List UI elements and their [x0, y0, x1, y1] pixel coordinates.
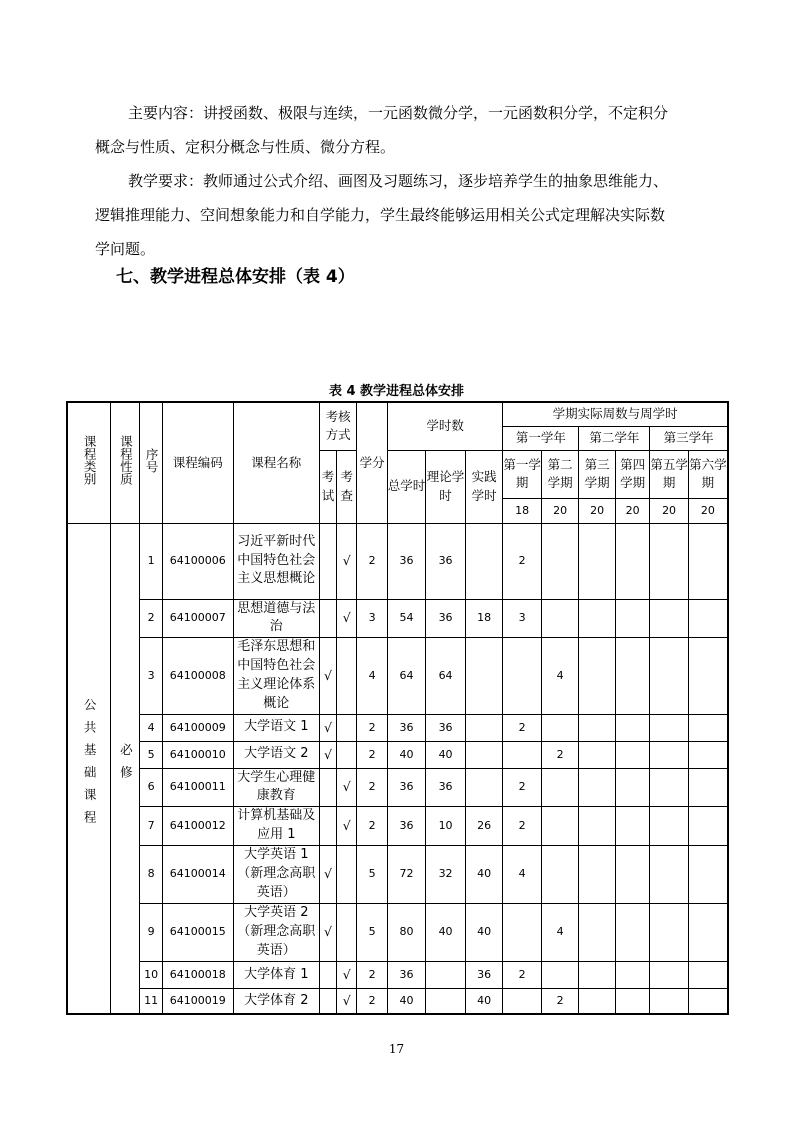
cell-exam	[319, 523, 336, 599]
cell-s5	[650, 638, 689, 714]
cell-s4	[615, 961, 649, 988]
cell-s2: 4	[541, 903, 579, 961]
header-weekly: 学期实际周数与周学时	[503, 402, 728, 426]
cell-credit: 2	[357, 714, 387, 741]
cell-seq: 5	[140, 741, 162, 768]
cell-exam: √	[319, 903, 336, 961]
cell-s4	[615, 807, 649, 846]
cell-s4	[615, 988, 649, 1014]
weeks-sem6: 20	[688, 498, 728, 523]
cell-practice: 36	[465, 961, 503, 988]
cell-check: √	[337, 807, 357, 846]
cell-theory: 40	[426, 903, 466, 961]
header-sem4: 第四学期	[615, 450, 649, 498]
header-sem1: 第一学期	[503, 450, 542, 498]
page-number: 17	[388, 1042, 405, 1056]
table-row	[67, 523, 728, 599]
cell-s6	[688, 714, 728, 741]
header-year2: 第二学年	[579, 426, 650, 450]
cell-s6	[688, 903, 728, 961]
cell-name: 思想道德与法治	[233, 599, 319, 638]
cell-s2: 2	[541, 988, 579, 1014]
cell-total: 40	[387, 988, 426, 1014]
table-row	[67, 638, 728, 714]
cell-s3	[579, 903, 615, 961]
cell-exam	[319, 988, 336, 1014]
table-row	[67, 599, 728, 638]
weeks-sem1: 18	[503, 498, 542, 523]
cell-s3	[579, 988, 615, 1014]
cell-credit: 2	[357, 961, 387, 988]
cell-s5	[650, 807, 689, 846]
table-row	[67, 845, 728, 903]
intro-line: 学问题。	[95, 240, 156, 258]
cell-s4	[615, 845, 649, 903]
cell-name: 大学英语 2（新理念高职英语）	[233, 903, 319, 961]
cell-code: 64100008	[162, 638, 233, 714]
cell-code: 64100014	[162, 845, 233, 903]
cell-total: 36	[387, 714, 426, 741]
cell-s6	[688, 523, 728, 599]
cell-exam: √	[319, 741, 336, 768]
cell-seq: 1	[140, 523, 162, 599]
cell-s3	[579, 638, 615, 714]
cell-s2	[541, 961, 579, 988]
cell-code: 64100007	[162, 599, 233, 638]
cell-practice: 40	[465, 903, 503, 961]
cell-exam	[319, 599, 336, 638]
cell-s4	[615, 903, 649, 961]
cell-credit: 5	[357, 845, 387, 903]
cell-code: 64100019	[162, 988, 233, 1014]
cell-theory: 36	[426, 714, 466, 741]
cell-practice	[465, 523, 503, 599]
cell-total: 80	[387, 903, 426, 961]
cell-practice	[465, 741, 503, 768]
cell-check: √	[337, 768, 357, 807]
header-sem5: 第五学期	[650, 450, 689, 498]
header-code: 课程编码	[162, 402, 233, 523]
cell-practice	[465, 768, 503, 807]
cell-s3	[579, 714, 615, 741]
cell-seq: 10	[140, 961, 162, 988]
cell-practice: 26	[465, 807, 503, 846]
cell-s1	[503, 741, 542, 768]
header-year1: 第一学年	[503, 426, 579, 450]
cell-s3	[579, 768, 615, 807]
cell-s2	[541, 807, 579, 846]
cell-credit: 4	[357, 638, 387, 714]
cell-s3	[579, 599, 615, 638]
cell-total: 36	[387, 523, 426, 599]
header-hours: 学时数	[387, 402, 503, 450]
cell-s4	[615, 638, 649, 714]
cell-check	[337, 714, 357, 741]
cell-theory	[426, 988, 466, 1014]
cell-name: 计算机基础及应用 1	[233, 807, 319, 846]
cell-s2	[541, 523, 579, 599]
cell-practice	[465, 714, 503, 741]
cell-practice	[465, 638, 503, 714]
cell-code: 64100015	[162, 903, 233, 961]
cell-s4	[615, 741, 649, 768]
cell-s6	[688, 961, 728, 988]
cell-s3	[579, 807, 615, 846]
cell-total: 36	[387, 961, 426, 988]
cell-s5	[650, 903, 689, 961]
cell-check: √	[337, 523, 357, 599]
cell-name: 大学英语 1（新理念高职英语）	[233, 845, 319, 903]
cell-code: 64100010	[162, 741, 233, 768]
cell-theory: 40	[426, 741, 466, 768]
cell-check	[337, 903, 357, 961]
cell-credit: 5	[357, 903, 387, 961]
cell-code: 64100011	[162, 768, 233, 807]
header-theory: 理论学时	[426, 450, 466, 523]
cell-s4	[615, 768, 649, 807]
cell-s3	[579, 741, 615, 768]
cell-s4	[615, 599, 649, 638]
cell-theory: 10	[426, 807, 466, 846]
table-row	[67, 961, 728, 988]
cell-s4	[615, 714, 649, 741]
cell-code: 64100018	[162, 961, 233, 988]
cell-s1: 2	[503, 523, 542, 599]
header-year3: 第三学年	[650, 426, 728, 450]
cell-s1: 2	[503, 768, 542, 807]
header-nature: 课程性质	[111, 402, 140, 523]
cell-s6	[688, 768, 728, 807]
cell-exam: √	[319, 714, 336, 741]
cell-s1	[503, 988, 542, 1014]
cell-exam	[319, 961, 336, 988]
cell-exam: √	[319, 845, 336, 903]
cell-name: 毛泽东思想和中国特色社会主义理论体系概论	[233, 638, 319, 714]
cell-total: 40	[387, 741, 426, 768]
cell-s6	[688, 807, 728, 846]
table-row	[67, 807, 728, 846]
cell-credit: 3	[357, 599, 387, 638]
cell-check: √	[337, 961, 357, 988]
cell-check: √	[337, 988, 357, 1014]
header-name: 课程名称	[233, 402, 319, 523]
cell-s5	[650, 599, 689, 638]
cell-s5	[650, 741, 689, 768]
cell-code: 64100012	[162, 807, 233, 846]
cell-credit: 2	[357, 741, 387, 768]
intro-line: 概念与性质、定积分概念与性质、微分方程。	[95, 138, 396, 156]
weeks-sem5: 20	[650, 498, 689, 523]
cell-exam: √	[319, 638, 336, 714]
cell-s5	[650, 988, 689, 1014]
intro-line: 主要内容：讲授函数、极限与连续，一元函数微分学，一元函数积分学，不定积分	[128, 104, 669, 122]
cell-seq: 4	[140, 714, 162, 741]
header-practice: 实践学时	[465, 450, 503, 523]
cell-s1	[503, 638, 542, 714]
header-sem6: 第六学期	[688, 450, 728, 498]
cell-total: 64	[387, 638, 426, 714]
cell-seq: 3	[140, 638, 162, 714]
cell-s5	[650, 845, 689, 903]
cell-s6	[688, 988, 728, 1014]
header-check: 考查	[337, 450, 357, 523]
cell-code: 64100009	[162, 714, 233, 741]
cell-s6	[688, 599, 728, 638]
cell-s1	[503, 903, 542, 961]
cell-credit: 2	[357, 523, 387, 599]
cell-s2	[541, 714, 579, 741]
header-seq: 序号	[140, 402, 162, 523]
cell-seq: 2	[140, 599, 162, 638]
cell-theory: 32	[426, 845, 466, 903]
header-total: 总学时	[387, 450, 426, 523]
cell-practice: 40	[465, 845, 503, 903]
cell-theory: 36	[426, 768, 466, 807]
cell-credit: 2	[357, 988, 387, 1014]
cell-s1: 2	[503, 961, 542, 988]
cell-name: 大学体育 1	[233, 961, 319, 988]
cell-credit: 2	[357, 807, 387, 846]
cell-credit: 2	[357, 768, 387, 807]
cell-check	[337, 845, 357, 903]
table-row	[67, 988, 728, 1014]
weeks-sem2: 20	[541, 498, 579, 523]
cell-s1: 2	[503, 714, 542, 741]
weeks-sem4: 20	[615, 498, 649, 523]
cell-check	[337, 741, 357, 768]
cell-s3	[579, 961, 615, 988]
cell-s3	[579, 845, 615, 903]
header-exam: 考试	[319, 450, 336, 523]
cell-seq: 6	[140, 768, 162, 807]
cell-exam	[319, 807, 336, 846]
cell-s2	[541, 845, 579, 903]
cell-name: 习近平新时代中国特色社会主义思想概论	[233, 523, 319, 599]
cell-name: 大学语文 2	[233, 741, 319, 768]
cell-s5	[650, 523, 689, 599]
cell-name: 大学体育 2	[233, 988, 319, 1014]
cell-s1: 3	[503, 599, 542, 638]
header-credit: 学分	[357, 402, 387, 523]
cell-s1: 2	[503, 807, 542, 846]
cell-seq: 7	[140, 807, 162, 846]
cell-name: 大学生心理健康教育	[233, 768, 319, 807]
cell-theory: 64	[426, 638, 466, 714]
cell-total: 36	[387, 768, 426, 807]
cell-total: 72	[387, 845, 426, 903]
cell-name: 大学语文 1	[233, 714, 319, 741]
cell-theory: 36	[426, 599, 466, 638]
header-sem2: 第二学期	[541, 450, 579, 498]
cell-s2: 4	[541, 638, 579, 714]
cell-seq: 9	[140, 903, 162, 961]
header-assess: 考核方式	[319, 402, 357, 450]
cell-exam	[319, 768, 336, 807]
cell-s6	[688, 638, 728, 714]
cell-code: 64100006	[162, 523, 233, 599]
cell-practice: 40	[465, 988, 503, 1014]
cell-s5	[650, 714, 689, 741]
cell-check: √	[337, 599, 357, 638]
header-sem3: 第三学期	[579, 450, 615, 498]
intro-line: 逻辑推理能力、空间想象能力和自学能力，学生最终能够运用相关公式定理解决实际数	[95, 206, 666, 224]
section-title: 七、教学进程总体安排（表 4）	[116, 267, 355, 287]
cell-s5	[650, 961, 689, 988]
cell-s2: 2	[541, 741, 579, 768]
teaching-schedule-table	[66, 401, 729, 1015]
header-category: 课程类别	[67, 402, 111, 523]
table-row	[67, 768, 728, 807]
cell-s4	[615, 523, 649, 599]
cell-s3	[579, 523, 615, 599]
cell-s6	[688, 845, 728, 903]
table-row	[67, 714, 728, 741]
cell-s6	[688, 741, 728, 768]
weeks-sem3: 20	[579, 498, 615, 523]
cell-s2	[541, 599, 579, 638]
table-row	[67, 741, 728, 768]
table-row	[67, 903, 728, 961]
table-caption: 表 4 教学进程总体安排	[328, 384, 465, 399]
cell-check	[337, 638, 357, 714]
cell-practice: 18	[465, 599, 503, 638]
cell-seq: 11	[140, 988, 162, 1014]
intro-line: 教学要求：教师通过公式介绍、画图及习题练习，逐步培养学生的抽象思维能力、	[128, 172, 669, 190]
cell-total: 36	[387, 807, 426, 846]
group-nature: 必修	[111, 523, 140, 1014]
group-category: 公共基础课程	[67, 523, 111, 1014]
cell-s1: 4	[503, 845, 542, 903]
cell-s2	[541, 768, 579, 807]
cell-theory	[426, 961, 466, 988]
cell-theory: 36	[426, 523, 466, 599]
cell-seq: 8	[140, 845, 162, 903]
cell-s5	[650, 768, 689, 807]
cell-total: 54	[387, 599, 426, 638]
